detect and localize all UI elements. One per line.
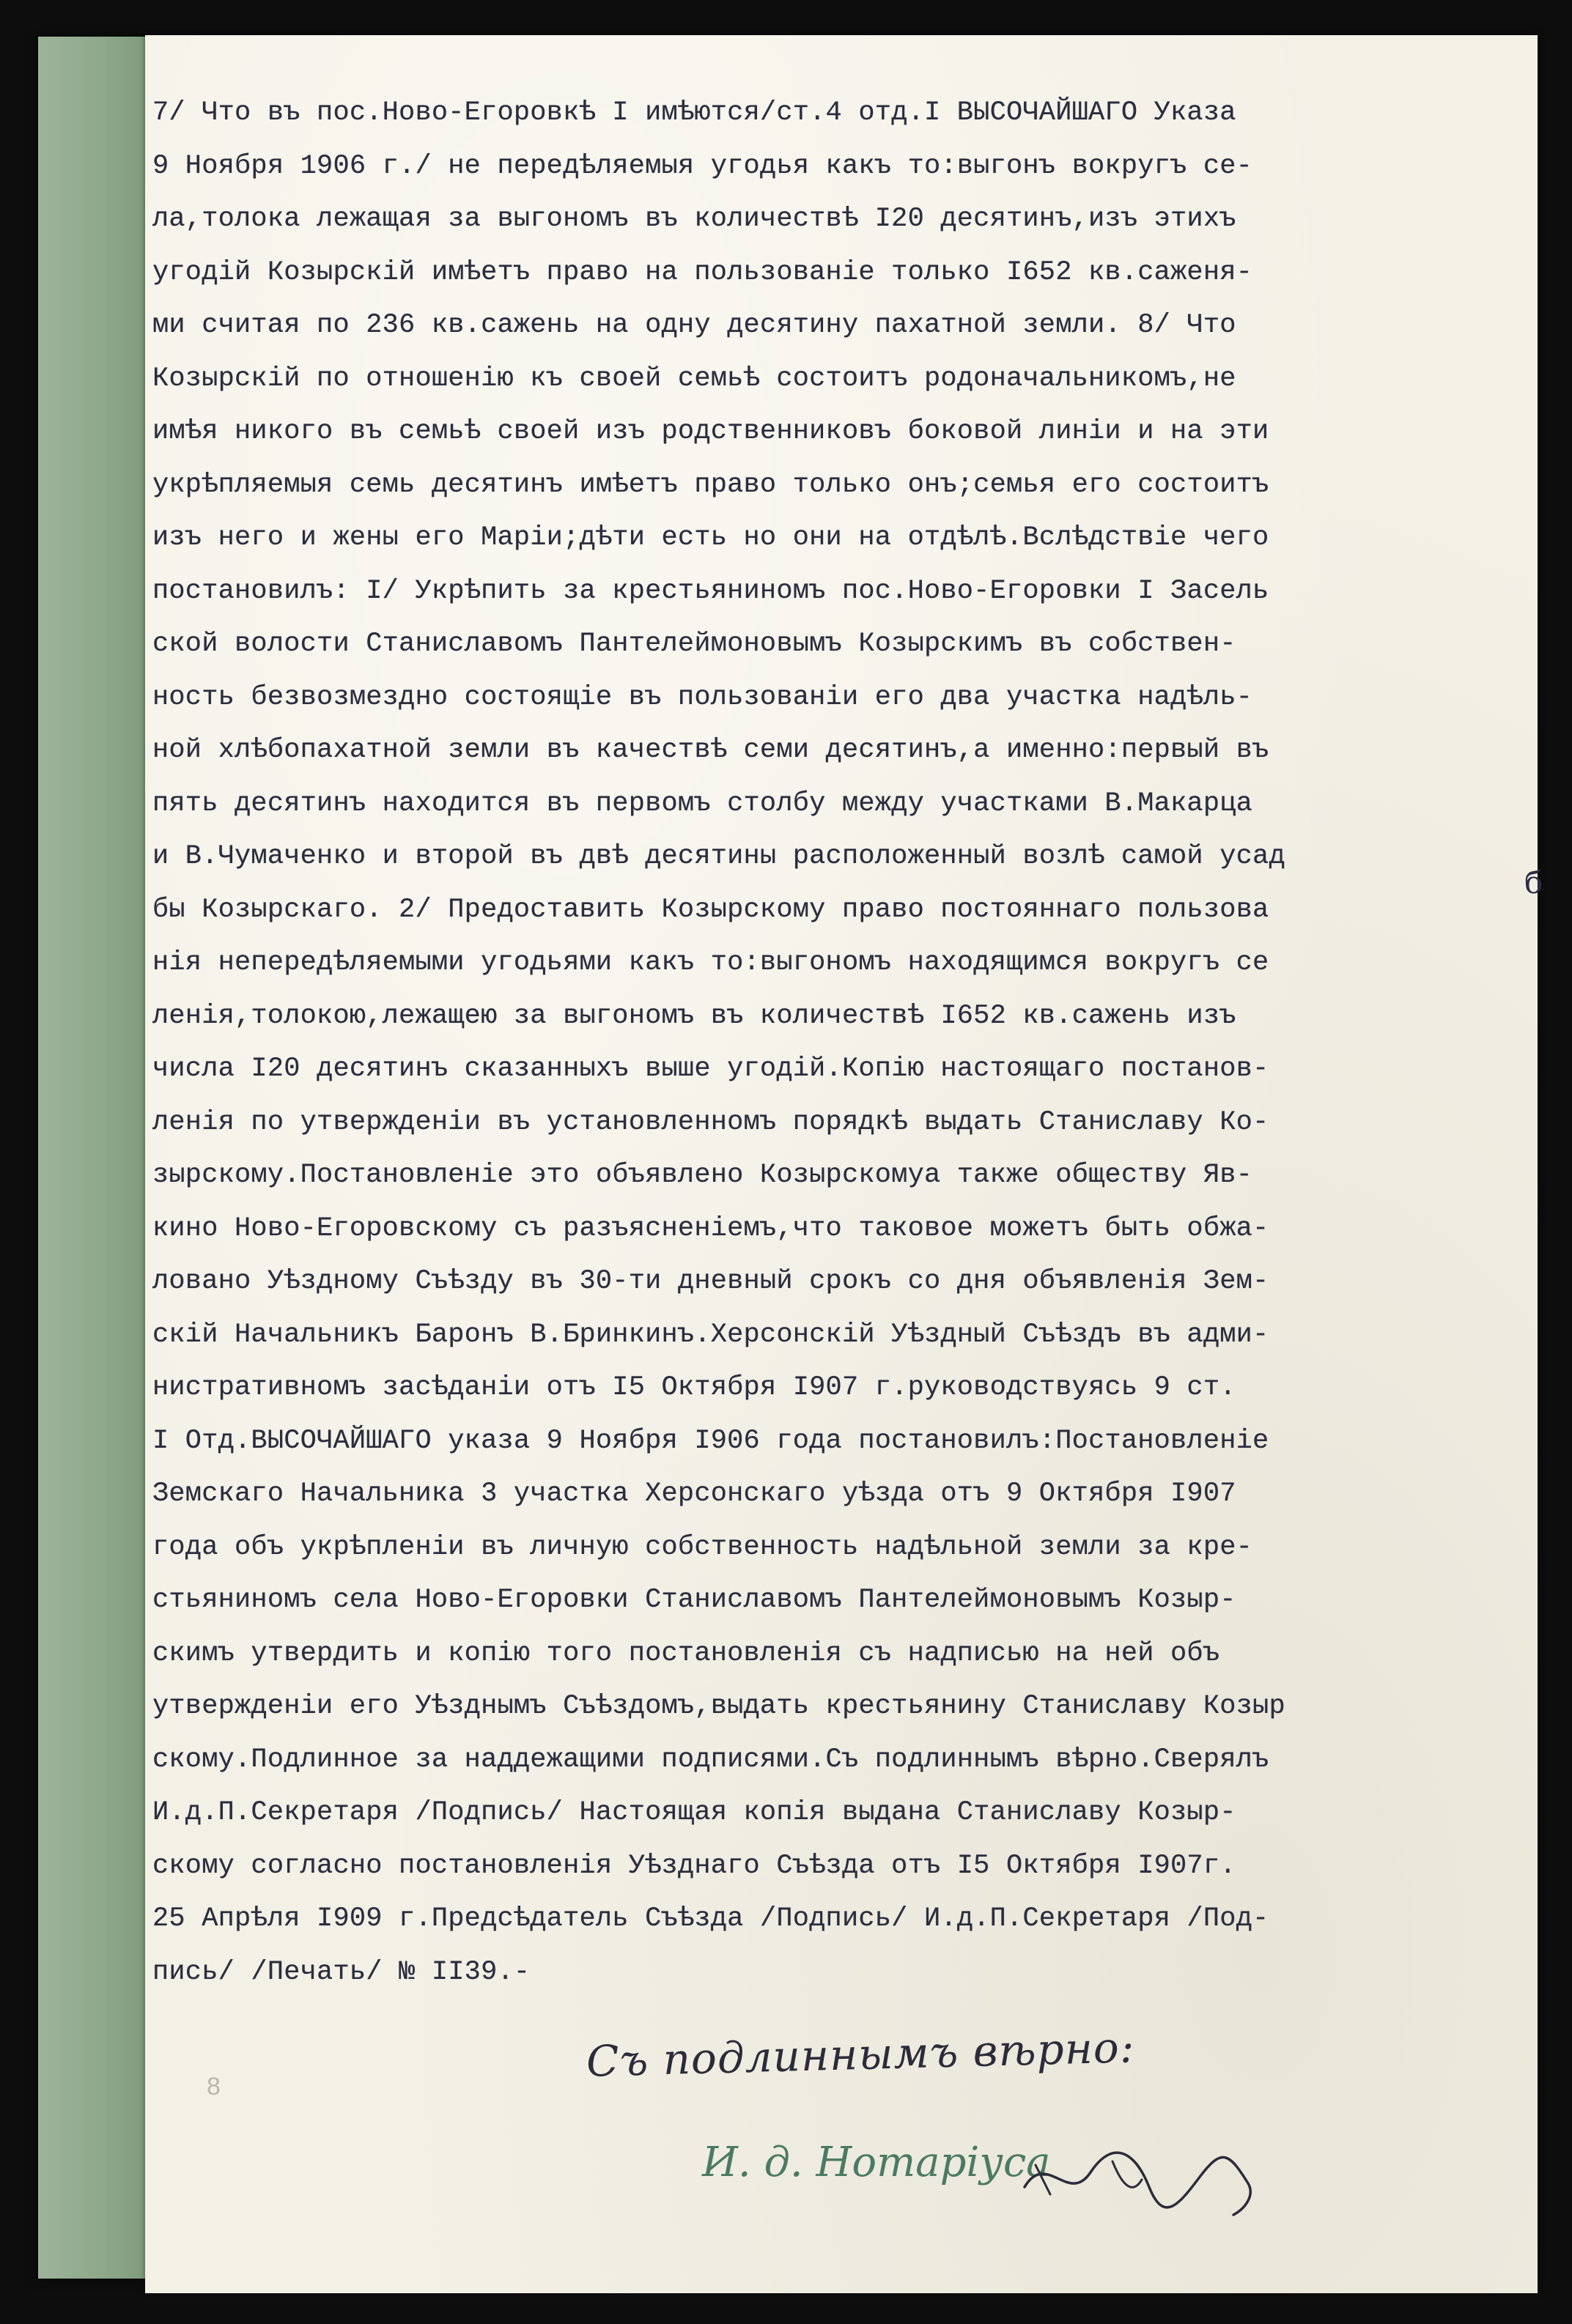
typed-line: утвержденіи его Уѣзднымъ Съѣздомъ,выдать крестьянину Станиславу Козыр [152,1691,1285,1722]
typed-text-body [152,86,1523,1999]
typed-line: стьяниномъ села Ново-Егоровки Станиславомъ Пантелеймоновымъ Козыр- [152,1585,1236,1616]
typed-line: скому согласно постановленія Уѣзднаго Съѣзда отъ I5 Октября I907г. [152,1850,1236,1881]
typed-line: I Отд.ВЫСОЧАЙШАГО указа 9 Ноября I906 года постановилъ:Постановленіе [152,1425,1269,1457]
signature-flourish-icon [702,2136,1266,2220]
typed-line: 7/ Что въ пос.Ново-Егоровкѣ I имѣются/ст.4 отд.I ВЫСОЧАЙШАГО Указа [152,97,1236,128]
typed-line: скій Начальникъ Баронъ В.Бринкинъ.Херсонскій Уѣздный Съѣздъ въ адми- [152,1319,1269,1350]
typed-line: скому.Подлинное за наддежащими подписями.Съ подлиннымъ вѣрно.Сверялъ [152,1744,1269,1775]
faint-page-marks [207,2066,221,2107]
notary-signature [702,2136,1266,2220]
handwritten-margin-letter: б [1524,865,1543,900]
typed-line: 9 Ноября 1906 г./ не передѣляемыя угодья какъ то:выгонъ вокругъ се- [152,150,1253,182]
typed-line: ность безвозмездно состоящіе въ пользованіи его два участка надѣль- [152,681,1253,713]
typed-line: пять десятинъ находится въ первомъ столбу между участками В.Макарца [152,788,1253,819]
typed-line: укрѣпляемыя семь десятинъ имѣетъ право только онъ;семья его состоитъ [152,469,1269,500]
signature-stamp-text: И. д. Нотаріуса [702,2139,1051,2186]
typed-line: бы Козырскаго. 2/ Предоставить Козырскому право постояннаго пользова [152,894,1269,925]
typed-line: и В.Чумаченко и второй въ двѣ десятины расположенный возлѣ самой усад [152,841,1285,872]
backing-sheet-edge [38,37,148,2279]
typed-line: ленія,толокою,лежащею за выгономъ въ количествѣ I652 кв.сажень изъ [152,1000,1236,1032]
typed-line: ми считая по 236 кв.сажень на одну десятину пахатной земли. 8/ Что [152,310,1236,341]
typed-line: изъ него и жены его Маріи;дѣти есть но они на отдѣлѣ.Вслѣдствіе чего [152,522,1269,553]
typed-line: зырскому.Постановленіе это объявлено Козырскомуа также обществу Яв- [152,1160,1253,1191]
typed-line: ской волости Станиславомъ Пантелеймоновымъ Козырскимъ въ собствен- [152,629,1236,659]
typed-line: И.д.П.Секретаря /Подпись/ Настоящая копія выдана Станиславу Козыр- [152,1797,1236,1828]
typed-line: года объ укрѣпленіи въ личную собственность надѣльной земли за кре- [152,1531,1253,1563]
typed-line: скимъ утвердить и копію того постановленія съ надписью на ней объ [152,1637,1220,1669]
typed-line: пись/ /Печать/ № II39.- [152,1956,531,1988]
typed-line: ловано Уѣздному Съѣзду въ 30-ти дневный срокъ со дня объявленія Зем- [152,1266,1269,1297]
typed-line: Козырскій по отношенію къ своей семьѣ состоитъ родоначальникомъ,не [152,363,1236,394]
typed-line: угодій Козырскій имѣетъ право на пользованіе только I652 кв.саженя- [152,256,1253,288]
typed-line: ной хлѣбопахатной земли въ качествѣ семи десятинъ,а именно:первый въ [152,735,1269,766]
typed-line: постановилъ: I/ Укрѣпить за крестьяниномъ пос.Ново-Егоровки I Засель [152,575,1269,607]
faint-mark: 8 [207,2073,221,2101]
handwritten-certification: Съ подлиннымъ вѣрно: [586,2022,1136,2087]
typed-line: ла,толока лежащая за выгономъ въ количествѣ I20 десятинъ,изъ этихъ [152,204,1236,234]
typed-line: ленія по утвержденіи въ установленномъ порядкѣ выдать Станиславу Ко- [152,1106,1269,1138]
typed-line: 25 Апрѣля I909 г.Предсѣдатель Съѣзда /Подпись/ И.д.П.Секретаря /Под- [152,1903,1269,1934]
typed-line: кино Ново-Егоровскому съ разъясненіемъ,что таковое можетъ быть обжа- [152,1213,1269,1244]
typed-line: числа I20 десятинъ сказанныхъ выше угодій.Копію настоящаго постанов- [152,1054,1269,1084]
typed-line: нія непередѣляемыми угодьями какъ то:выгономъ находящимся вокругъ се [152,947,1269,978]
typed-line: Земскаго Начальника 3 участка Херсонскаго уѣзда отъ 9 Октября I907 [152,1479,1236,1509]
typed-line: имѣя никого въ семьѣ своей изъ родственниковъ боковой линіи и на эти [152,416,1269,447]
typed-line: нистративномъ засѣданіи отъ I5 Октября I907 г.руководствуясь 9 ст. [152,1372,1236,1403]
